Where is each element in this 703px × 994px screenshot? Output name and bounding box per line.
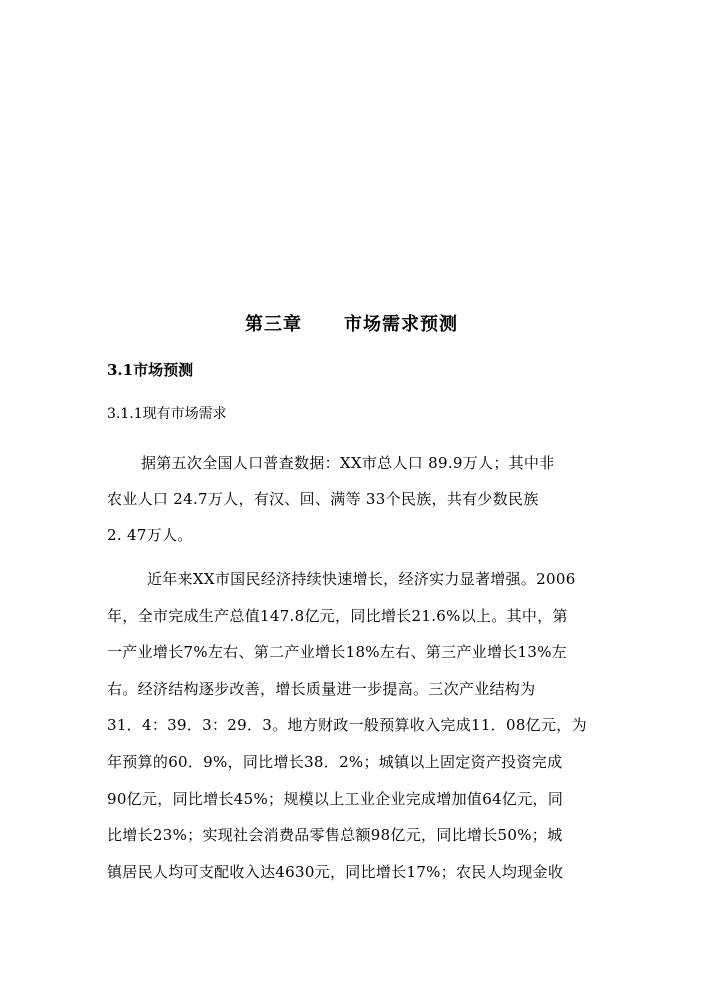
paragraph-line: 镇居民人均可支配收入达4630元，同比增长17%；农民人均现金收 (107, 862, 564, 881)
paragraph-line: 近年来XX市国民经济持续快速增长，经济实力显著增强。2006 (147, 570, 576, 588)
subsection-heading: 3.1.1现有市场需求 (107, 406, 227, 422)
paragraph-population (107, 445, 599, 553)
paragraph-economy (107, 561, 599, 890)
paragraph-line: 比增长23%；实现社会消费品零售总额98亿元，同比增长50%；城 (107, 826, 563, 845)
paragraph-line: 31．4：39．3：29．3。地方财政一般预算收入完成11．08亿元，为 (107, 716, 587, 735)
chapter-heading (0, 311, 703, 339)
chapter-title: 市场需求预测 (344, 314, 458, 335)
paragraph-line: 农业人口 24.7万人，有汉、回、满等 33个民族，共有少数民族 (107, 490, 539, 508)
paragraph-line: 90亿元，同比增长45%；规模以上工业企业完成增加值64亿元，同 (107, 789, 564, 808)
paragraph-line: 年预算的60．9%，同比增长38．2%；城镇以上固定资产投资完成 (107, 752, 563, 771)
paragraph-line: 右。经济结构逐步改善，增长质量进一步提高。三次产业结构为 (107, 679, 536, 698)
paragraph-line: 一产业增长7%左右、第二产业增长18%左右、第三产业增长13%左 (107, 643, 568, 662)
paragraph-line: 年，全市完成生产总值147.8亿元，同比增长21.6%以上。其中，第 (107, 606, 568, 625)
section-heading: 3.1市场预测 (107, 361, 194, 379)
paragraph-line: 2. 47万人。 (107, 526, 193, 544)
chapter-number: 第三章 (245, 314, 302, 335)
paragraph-line: 据第五次全国人口普查数据：XX市总人口 89.9万人；其中非 (141, 454, 555, 472)
